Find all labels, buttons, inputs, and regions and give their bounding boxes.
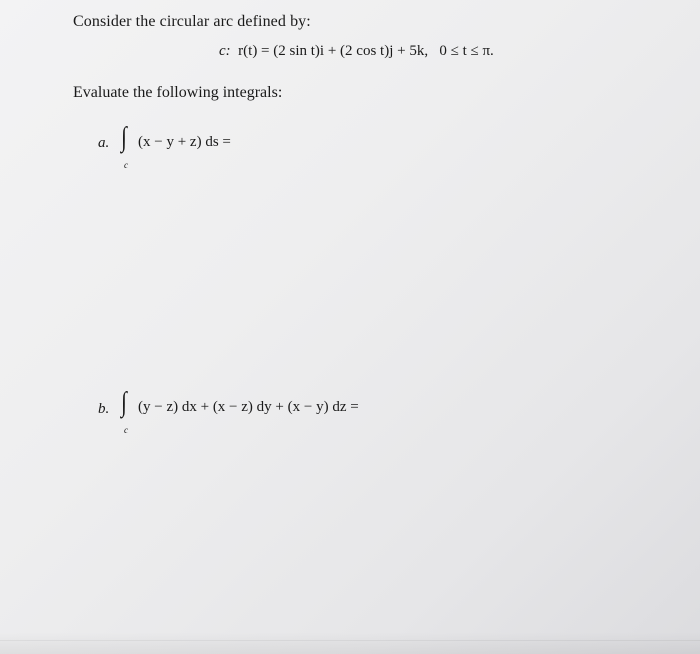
curve-equation: r(t) = (2 sin t)i + (2 cos t)j + 5k, <box>238 43 429 59</box>
part-b-curve-subscript: c <box>124 425 128 435</box>
part-a-curve-subscript: c <box>124 160 128 170</box>
intro-text: Consider the circular arc defined by: <box>73 13 311 30</box>
photo-shadow <box>0 632 700 654</box>
part-b-integrand: (y − z) dx + (x − z) dy + (x − y) dz = <box>138 399 359 415</box>
paper-edge <box>0 640 700 641</box>
part-b-integral-sign: ∫ <box>121 387 127 418</box>
parametric-equation <box>219 43 494 60</box>
parameter-range: 0 ≤ t ≤ π. <box>439 43 494 59</box>
part-a-integrand: (x − y + z) ds = <box>138 134 231 150</box>
curve-name: c: <box>219 43 231 59</box>
part-a-integral-sign: ∫ <box>121 122 127 153</box>
part-b-label: b. <box>98 401 110 417</box>
evaluate-instruction: Evaluate the following integrals: <box>73 84 283 101</box>
part-a-label: a. <box>98 135 110 151</box>
